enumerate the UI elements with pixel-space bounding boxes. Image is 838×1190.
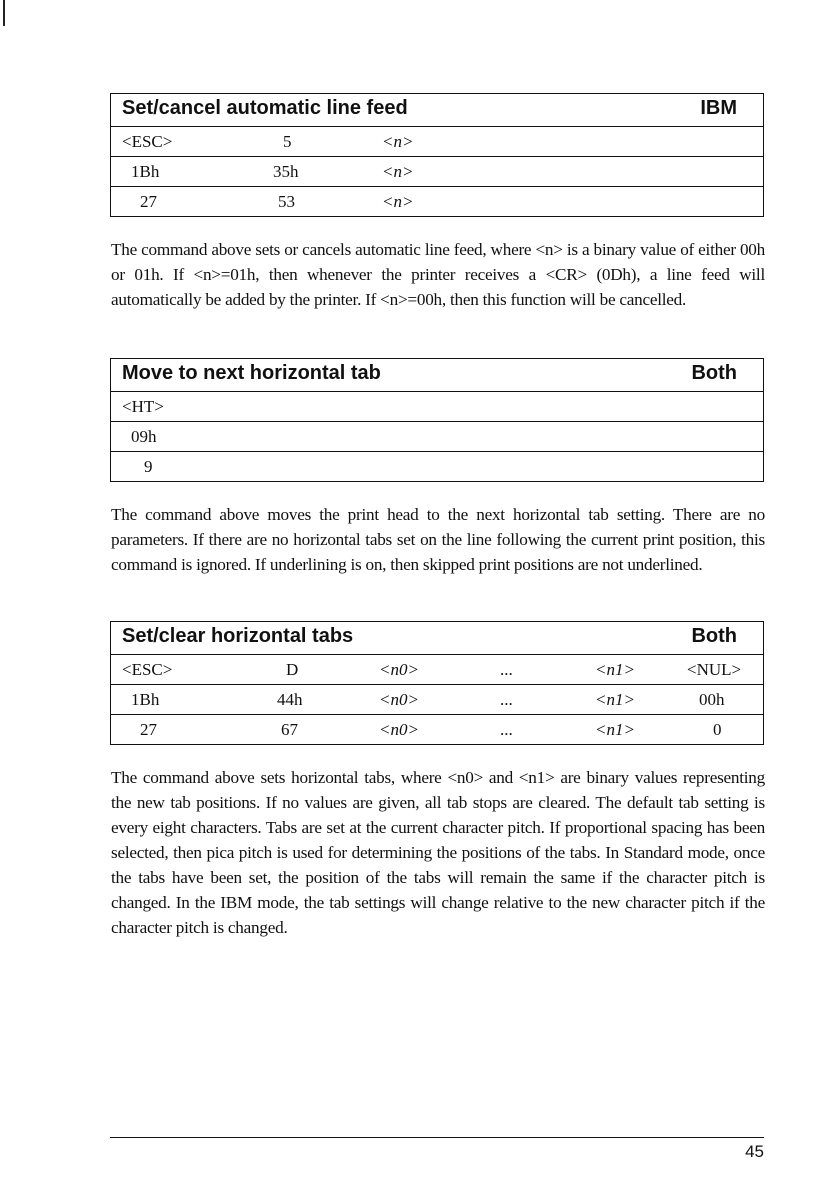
page-number: 45 xyxy=(745,1142,764,1161)
code-cell: 27 xyxy=(140,720,157,739)
command-row-decimal xyxy=(111,186,763,216)
ellipsis-cell: ... xyxy=(500,690,513,709)
command-header xyxy=(111,94,763,127)
paragraph-text: The command above sets or cancels automatic line feed, where <n> is a binary value of either 00h or 01h. If <n>=01h, then whenever the printer receives a <CR> (0Dh), a line feed will automatically be added by the printer. If <n>=00h, then this function will be cancelled. xyxy=(111,240,765,309)
command-row-hex xyxy=(111,684,763,714)
paragraph-text: The command above moves the print head to the next horizontal tab setting. There are no parameters. If there are no horizontal tabs set on the line following the current print position, this command is ignored. If underlining is on, then skipped print positions are not underlined. xyxy=(111,505,765,574)
command-table-set-tabs xyxy=(110,621,764,745)
command-mode: Both xyxy=(691,625,737,647)
code-cell: 35h xyxy=(273,162,299,181)
parameter-cell: <n> xyxy=(382,132,414,151)
paragraph-horizontal-tab xyxy=(111,502,765,577)
code-cell: 53 xyxy=(278,192,295,211)
command-title: Set/cancel automatic line feed xyxy=(122,97,408,119)
command-title: Move to next horizontal tab xyxy=(122,362,381,384)
parameter-cell: <n1> xyxy=(595,690,635,709)
paragraph-set-tabs xyxy=(111,765,765,940)
footer-rule xyxy=(110,1137,764,1138)
code-cell: D xyxy=(286,660,299,679)
ellipsis-cell: ... xyxy=(500,720,513,739)
parameter-cell: <n0> xyxy=(379,720,419,739)
code-cell: 9 xyxy=(144,457,153,476)
code-cell: 09h xyxy=(131,427,157,446)
page-edge-mark xyxy=(3,0,5,26)
command-header xyxy=(111,359,763,392)
paragraph-line-feed xyxy=(111,237,765,312)
command-row-hex xyxy=(111,421,763,451)
code-cell: 00h xyxy=(699,690,725,709)
code-cell: 0 xyxy=(713,720,722,739)
command-table-horizontal-tab xyxy=(110,358,764,482)
code-cell: <ESC> xyxy=(122,660,173,679)
code-cell: 5 xyxy=(283,132,292,151)
code-cell: 44h xyxy=(277,690,303,709)
code-cell: 1Bh xyxy=(131,690,160,709)
code-cell: 1Bh xyxy=(131,162,160,181)
command-row-ascii xyxy=(111,655,763,684)
parameter-cell: <n0> xyxy=(379,690,419,709)
parameter-cell: <n> xyxy=(382,162,414,181)
command-table-line-feed xyxy=(110,93,764,217)
code-cell: <NUL> xyxy=(687,660,742,679)
parameter-cell: <n0> xyxy=(379,660,419,679)
command-row-ascii xyxy=(111,392,763,421)
command-mode: IBM xyxy=(700,97,737,119)
parameter-cell: <n1> xyxy=(595,660,635,679)
ellipsis-cell: ... xyxy=(500,660,513,679)
code-cell: <ESC> xyxy=(122,132,173,151)
code-cell: <HT> xyxy=(122,397,164,416)
command-row-ascii xyxy=(111,127,763,156)
parameter-cell: <n> xyxy=(382,192,414,211)
command-row-decimal xyxy=(111,451,763,481)
command-title: Set/clear horizontal tabs xyxy=(122,625,354,647)
code-cell: 27 xyxy=(140,192,157,211)
command-row-decimal xyxy=(111,714,763,744)
command-header xyxy=(111,622,763,655)
paragraph-text: The command above sets horizontal tabs, where <n0> and <n1> are binary values representing the new tab positions. If no values are given, all tab stops are cleared. The default tab setting is every eight characters. Tabs are set at the current character pitch. If proportional spacing has been selected, then pica pitch is used for determining the positions of the tabs. In Standard mode, once the tabs have been set, the position of the tabs will remain the same if the character pitch is changed. In the IBM mode, the tab settings will change relative to the new character pitch if the character pitch is changed. xyxy=(111,768,765,937)
command-row-hex xyxy=(111,156,763,186)
code-cell: 67 xyxy=(281,720,298,739)
command-mode: Both xyxy=(691,362,737,384)
parameter-cell: <n1> xyxy=(595,720,635,739)
